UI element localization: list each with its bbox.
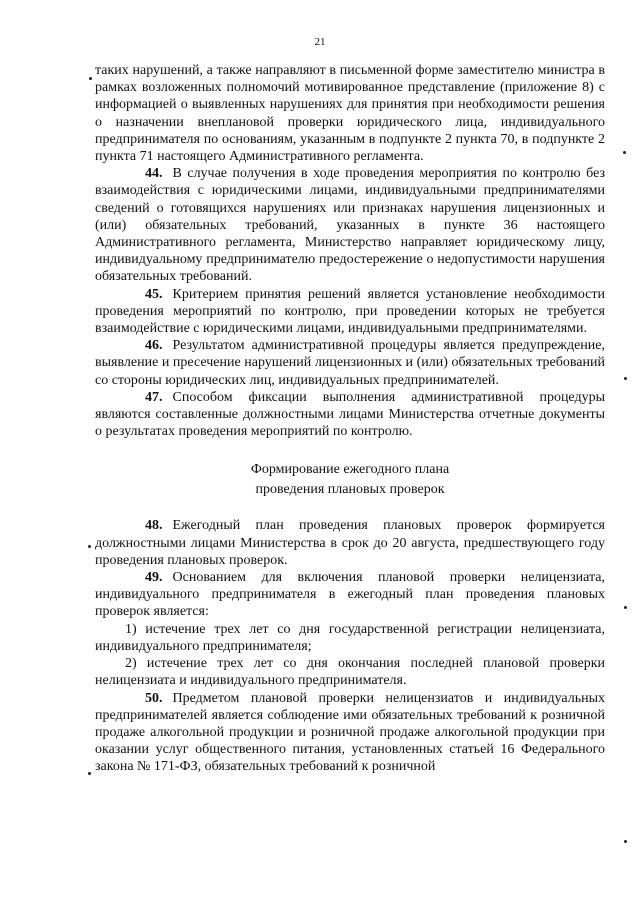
scan-speck xyxy=(88,545,91,548)
list-item-1: 1) истечение трех лет со дня государственной регистрации нелицензиата, индивидуального предпринимателя; xyxy=(95,621,605,654)
paragraph-47 xyxy=(95,389,605,441)
section-heading xyxy=(95,460,605,500)
paragraph-46 xyxy=(95,337,605,389)
list-item-2: 2) истечение трех лет со дня окончания последней плановой проверки нелицензиата и индивидуального предпринимателя. xyxy=(95,656,605,689)
paragraph-text: В случае получения в ходе проведения мероприятия по контролю без взаимодействия с юридическими лицами, индивидуальными предпринимателями сведений о готовящихся нарушениях или признаках нарушения лицензионных и (или) обязательных требований, указанных в пункте 36 настоящего Административного регламента, Министерство направляет юридическому лицу, индивидуальному предпринимателю предостережение о недопустимости нарушения обязательных требований. xyxy=(95,166,605,285)
paragraph-44 xyxy=(95,165,605,285)
paragraph-text: Ежегодный план проведения плановых проверок формируется должностными лицами Министерства в срок до 20 августа, предшествующего году проведения плановых проверок. xyxy=(95,518,605,568)
paragraph-48 xyxy=(95,517,605,569)
scan-speck xyxy=(89,77,92,80)
paragraph-text: Критерием принятия решений является установление необходимости проведения мероприятий по контролю, при проведении которых не требуется взаимодействие с юридическими лицами, индивидуальными предпринимателями. xyxy=(95,286,605,337)
paragraph-49 xyxy=(95,569,605,621)
document-body xyxy=(95,62,605,776)
paragraph-45 xyxy=(95,286,605,338)
scan-speck xyxy=(624,377,627,380)
paragraph-number: 50. xyxy=(145,690,163,706)
scan-speck xyxy=(624,840,627,843)
paragraph-number: 49. xyxy=(145,570,163,586)
paragraph-text: Способом фиксации выполнения административной процедуры являются составленные должностными лицами Министерства отчетные документы о результатах проведения мероприятий по контролю. xyxy=(95,389,605,440)
paragraph-number: 44. xyxy=(145,166,163,182)
paragraph-text: Основанием для включения плановой проверки нелицензиата, индивидуального предпринимателя в ежегодный план проведения плановых проверок является: xyxy=(95,570,605,620)
scan-speck xyxy=(624,606,627,609)
scan-speck xyxy=(623,151,626,154)
paragraph-number: 45. xyxy=(145,286,163,302)
paragraph-number: 48. xyxy=(145,518,163,534)
paragraph-50 xyxy=(95,690,605,776)
paragraph-continuation: таких нарушений, а также направляют в письменной форме заместителю министра в рамках возложенных полномочий мотивированное представление (приложение 8) с информацией о выявленных нарушениях для принятия при необходимости решения о назначении внеплановой проверки юридического лица, индивидуального предпринимателя по основаниям, указанным в подпункте 2 пункта 70, в подпункте 2 пункта 71 настоящего Административного регламента. xyxy=(95,63,605,165)
page-number: 21 xyxy=(314,36,326,48)
section-heading-line-1: Формирование ежегодного плана xyxy=(250,462,450,478)
paragraph-text: Предметом плановой проверки нелицензиатов и индивидуальных предпринимателей является соблюдение ими обязательных требований к розничной продаже алкогольной продукции и розничной продаже алкогольной продукции при оказании услуг общественного питания, установленных статьей 16 Федерального закона № 171-ФЗ, обязательных требований к розничной xyxy=(95,690,605,775)
scan-speck xyxy=(88,772,91,775)
section-heading-line-2: проведения плановых проверок xyxy=(255,482,445,498)
paragraph-number: 47. xyxy=(145,389,163,405)
paragraph-text: Результатом административной процедуры является предупреждение, выявление и пресечение нарушений лицензионных и (или) обязательных требований со стороны юридических лиц, индивидуальных предпринимателей. xyxy=(95,338,605,388)
paragraph-number: 46. xyxy=(145,338,163,354)
